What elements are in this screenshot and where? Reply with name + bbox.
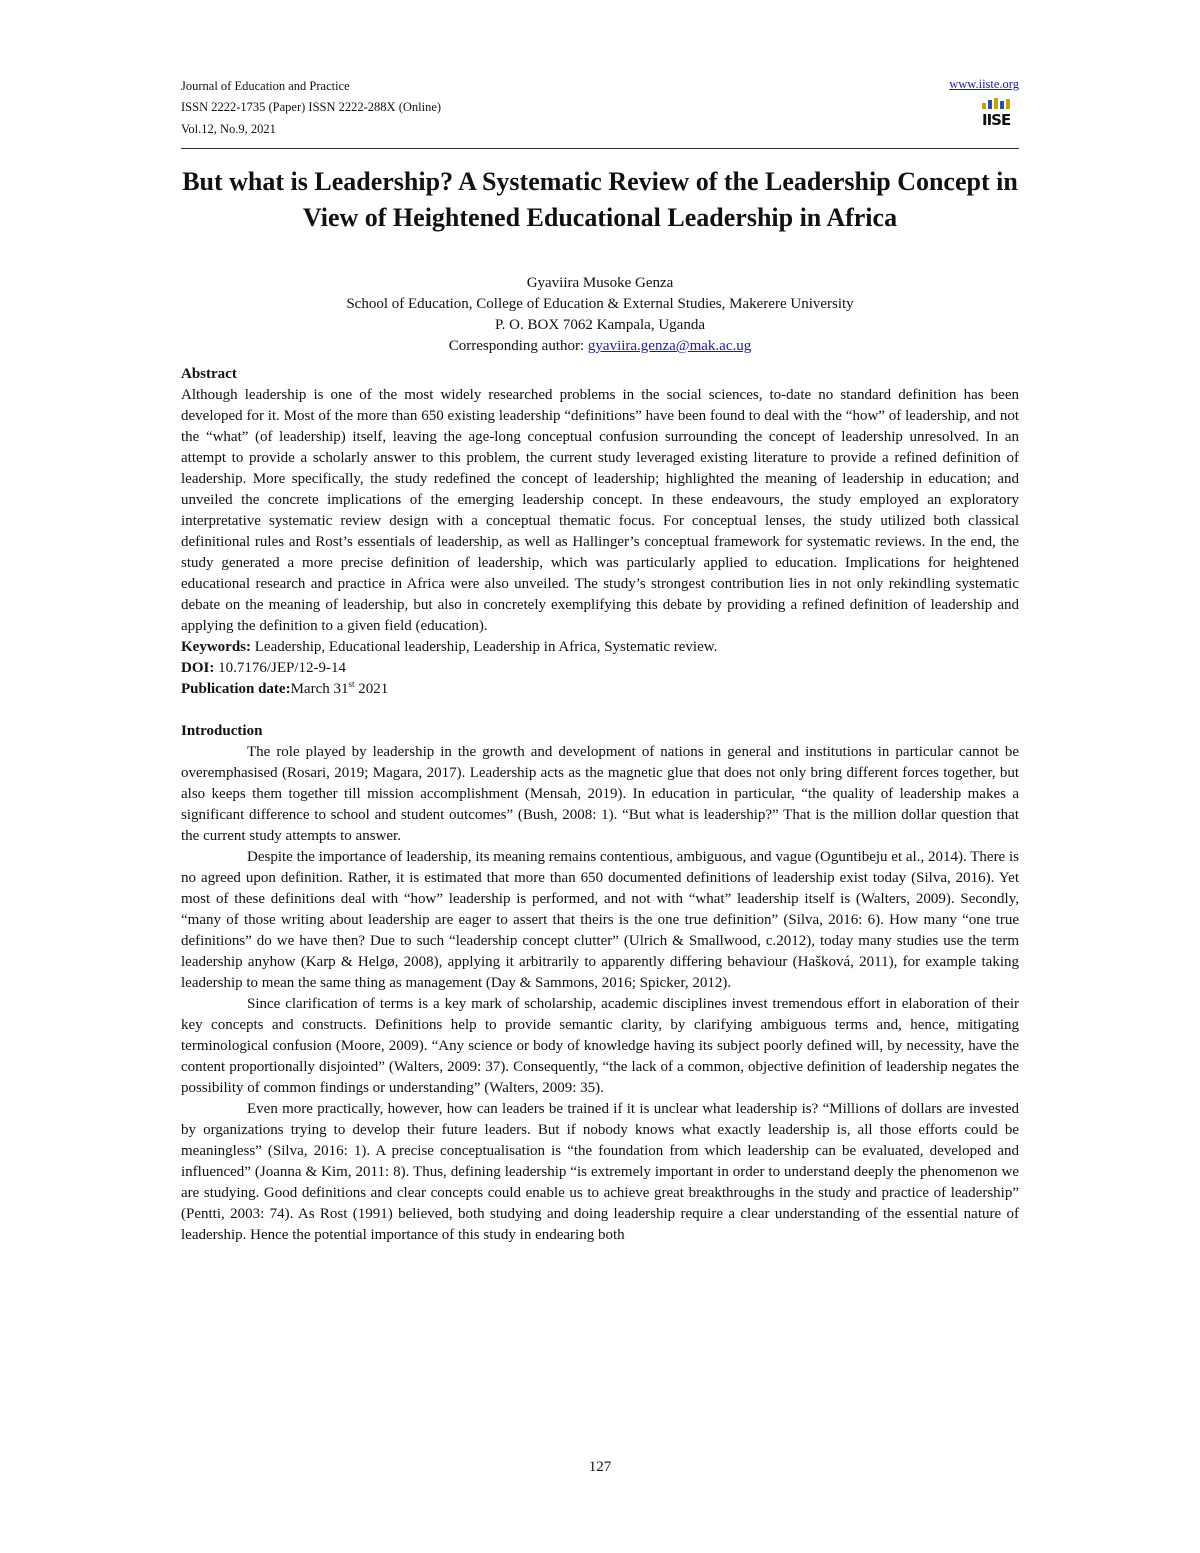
paper-title: But what is Leadership? A Systematic Review of the Leadership Concept in View of Heightened Educational Leadership in Africa xyxy=(182,167,1018,232)
keywords-line xyxy=(181,637,1019,658)
intro-paragraph: Since clarification of terms is a key mark of scholarship, academic disciplines invest tremendous effort in elaboration of their key concepts and constructs. Definitions help to provide semantic clarity, by clarifying ambiguous terms and, hence, mitigating terminological confusion (Moore, 2009). “Any science or body of knowledge having its subject poorly defined will, by necessity, have the content proportionally disjointed” (Walters, 2009: 37). Consequently, “the lack of a common, objective definition of leadership negates the possibility of common findings or understanding” (Walters, 2009: 35). xyxy=(181,996,1019,1096)
author-block xyxy=(181,273,1019,357)
running-header xyxy=(181,76,1019,149)
corresponding-author xyxy=(181,336,1019,357)
author-affiliation: School of Education, College of Education & External Studies, Makerere University xyxy=(346,296,854,312)
abstract-text: Although leadership is one of the most widely researched problems in the social sciences, to-date no standard definition has been developed for it. Most of the more than 650 existing leadership “definitions” have been found to deal with the “how” of leadership, and not the “what” (of leadership) itself, leaving the age-long conceptual confusion surrounding the concept of leadership unresolved. In an attempt to provide a scholarly answer to this problem, the current study leveraged existing literature to provide a refined definition of leadership. More specifically, the study redefined the concept of leadership; highlighted the meaning of leadership in education; and unveiled the concrete implications of the emerging leadership concept. In these endeavours, the study employed an exploratory interpretative systematic review design with a conceptual thematic focus. For conceptual lenses, the study utilized both classical definitional rules and Rost’s essentials of leadership, as well as Hallinger’s conceptual framework for systematic reviews. In the end, the study generated a more precise definition of leadership, which was particularly applied to education. Implications for heightened educational research and practice in Africa were also unveiled. The study’s strongest contribution lies in not only rekindling systematic debate on the meaning of leadership, but also in concretely exemplifying this debate by providing a refined definition of leadership and applying the definition to a given field (education). xyxy=(181,387,1019,634)
logo-bars-icon xyxy=(982,98,1016,109)
doi-label: DOI: xyxy=(181,660,215,676)
author-address: P. O. BOX 7062 Kampala, Uganda xyxy=(495,317,705,333)
article-body xyxy=(181,364,1019,1246)
intro-paragraph: The role played by leadership in the growth and development of nations in general and institutions in particular cannot be overemphasised (Rosari, 2019; Magara, 2017). Leadership acts as the magnetic glue that does not only bring different forces together, but also keeps them together till mission accomplishment (Mensah, 2019). In education in particular, “the quality of leadership makes a significant difference to school and student outcomes” (Bush, 2008: 1). “But what is leadership?” That is the million dollar question that the current study attempts to answer. xyxy=(181,744,1019,844)
keywords-label: Keywords: xyxy=(181,639,251,655)
intro-paragraph: Even more practically, however, how can leaders be trained if it is unclear what leadership is? “Millions of dollars are invested by organizations trying to develop their future leaders. But if nobody knows what exactly leadership is, all those efforts could be meaningless” (Silva, 2016: 1). A precise conceptualisation is “the foundation from which leadership can be evaluated, developed and influenced” (Joanna & Kim, 2011: 8). Thus, defining leadership “is extremely important in order to understand deeply the phenomenon we are studying. Good definitions and clear concepts could enable us to achieve great breakthroughs in the study and practice of leadership” (Pentti, 2003: 74). As Rost (1991) believed, both studying and doing leadership require a clear understanding of the essential nature of leadership. Hence the potential importance of this study in endearing both xyxy=(181,1101,1019,1243)
page-number: 127 xyxy=(588,1459,612,1475)
journal-name: Journal of Education and Practice xyxy=(181,79,350,93)
iiste-logo xyxy=(982,98,1016,138)
pubdate-label: Publication date: xyxy=(181,681,291,697)
author-name: Gyaviira Musoke Genza xyxy=(526,275,674,291)
abstract-heading: Abstract xyxy=(181,366,237,382)
pubdate-year: 2021 xyxy=(354,681,389,697)
issn-line: ISSN 2222-1735 (Paper) ISSN 2222-288X (Online) xyxy=(181,100,442,114)
email-link[interactable]: gyaviira.genza@mak.ac.ug xyxy=(587,338,752,354)
pubdate-suffix: st xyxy=(348,679,355,689)
keywords-text: Leadership, Educational leadership, Leadership in Africa, Systematic review. xyxy=(251,639,718,655)
corresponding-label: Corresponding author: xyxy=(448,338,588,354)
doi-line xyxy=(181,658,1019,679)
journal-url-link[interactable]: www.iiste.org xyxy=(949,77,1019,91)
volume-line: Vol.12, No.9, 2021 xyxy=(181,122,276,136)
pubdate-main: March 31 xyxy=(290,681,349,697)
pubdate-line xyxy=(181,679,1019,700)
logo-wordmark: IISE xyxy=(982,111,1011,129)
intro-paragraph: Despite the importance of leadership, its meaning remains contentious, ambiguous, and vague (Oguntibeju et al., 2014). There is no agreed upon definition. Rather, it is estimated that more than 650 documented definitions of leadership exist today (Silva, 2016). Yet most of these definitions deal with “how” leadership is performed, and not with “what” leadership itself is (Walters, 2009). Secondly, “many of those writing about leadership are eager to assert that theirs is the one true definition” (Silva, 2016: 6). How many “one true definitions” do we have then? Due to such “leadership concept clutter” (Ulrich & Smallwood, c.2012), today many studies use the term leadership anyhow (Karp & Helgø, 2008), applying it arbitrarily to apparently differing behaviour (Hašková, 2011), for example taking leadership to mean the same thing as management (Day & Sammons, 2016; Spicker, 2012). xyxy=(181,849,1019,991)
doi-text: 10.7176/JEP/12-9-14 xyxy=(214,660,347,676)
introduction-heading: Introduction xyxy=(181,723,263,739)
